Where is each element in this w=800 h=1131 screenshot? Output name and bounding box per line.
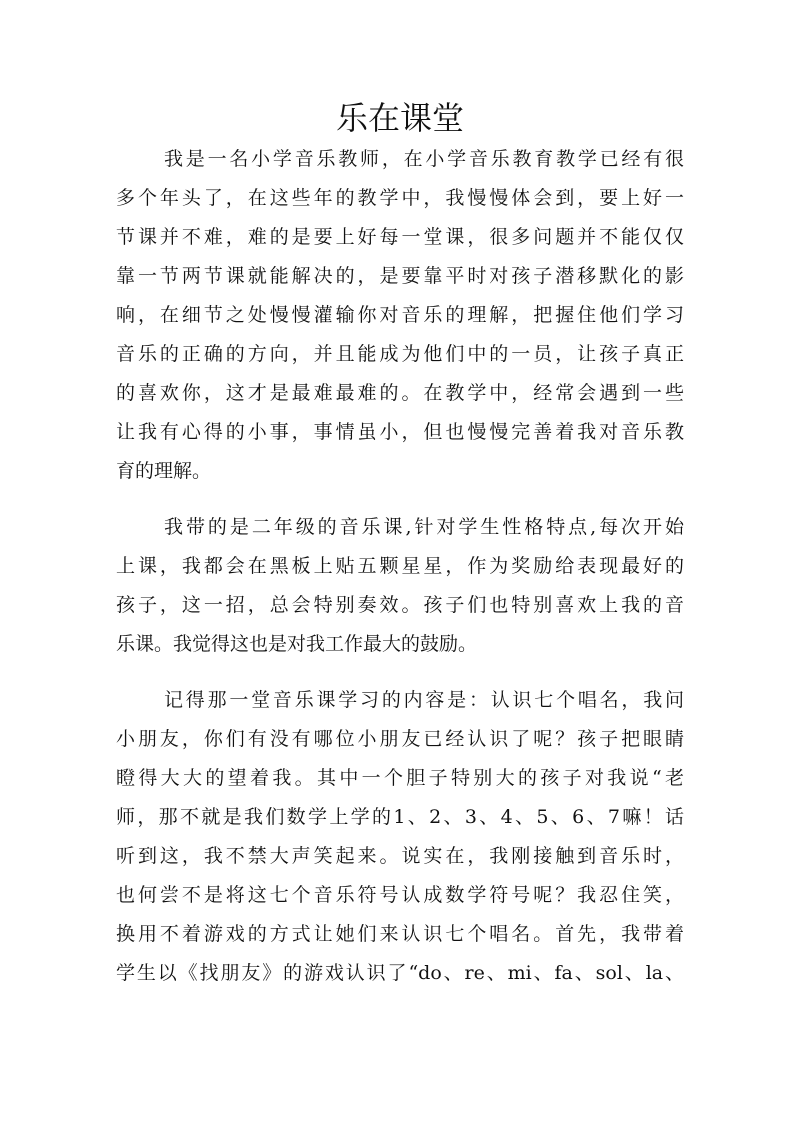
text-line: 换用不着游戏的方式让她们来认识七个唱名。首先，我带着: [116, 923, 684, 945]
text-line: 音乐的正确的方向，并且能成为他们中的一员，让孩子真正: [116, 343, 684, 365]
text-line: 响，在细节之处慢慢灌输你对音乐的理解，把握住他们学习: [116, 304, 684, 326]
text-line: 让我有心得的小事，事情虽小，但也慢慢完善着我对音乐教: [116, 421, 684, 443]
text-line: 也何尝不是将这七个音乐符号认成数学符号呢？我忍住笑，: [116, 884, 684, 906]
paragraph-1: [116, 140, 684, 491]
paragraph-3: [116, 681, 684, 993]
paragraph-spacer: [116, 664, 684, 681]
text-line: 听到这，我不禁大声笑起来。说实在，我刚接触到音乐时，: [116, 845, 684, 867]
paragraph-spacer: [116, 491, 684, 508]
text-line: 多个年头了，在这些年的教学中，我慢慢体会到，要上好一: [116, 187, 684, 209]
paragraph-2: [116, 508, 684, 664]
text-line: 的喜欢你，这才是最难最难的。在教学中，经常会遇到一些: [116, 382, 684, 404]
text-line: 靠一节两节课就能解决的，是要靠平时对孩子潜移默化的影: [116, 265, 684, 287]
text-line: 师，那不就是我们数学上学的1、2、3、4、5、6、7嘛！话: [116, 806, 684, 828]
text-line: 我带的是二年级的音乐课,针对学生性格特点,每次开始: [164, 516, 684, 538]
text-line: 小朋友，你们有没有哪位小朋友已经认识了呢？孩子把眼睛: [116, 728, 684, 750]
document-title: 乐在课堂: [335, 99, 464, 137]
text-line: 记得那一堂音乐课学习的内容是：认识七个唱名，我问: [164, 689, 684, 711]
text-line: 上课，我都会在黑板上贴五颗星星，作为奖励给表现最好的: [116, 555, 684, 577]
text-line: 孩子，这一招，总会特别奏效。孩子们也特别喜欢上我的音: [116, 594, 684, 616]
document-body: [116, 140, 684, 993]
text-line: 学生以《找朋友》的游戏认识了“do、re、mi、fa、sol、la、: [116, 962, 684, 984]
text-line: 节课并不难，难的是要上好每一堂课，很多问题并不能仅仅: [116, 226, 684, 248]
text-line: 乐课。我觉得这也是对我工作最大的鼓励。: [116, 633, 478, 655]
text-line: 育的理解。: [116, 460, 212, 482]
text-line: 我是一名小学音乐教师，在小学音乐教育教学已经有很: [164, 148, 684, 170]
text-line: 瞪得大大的望着我。其中一个胆子特别大的孩子对我说“老: [116, 767, 684, 789]
